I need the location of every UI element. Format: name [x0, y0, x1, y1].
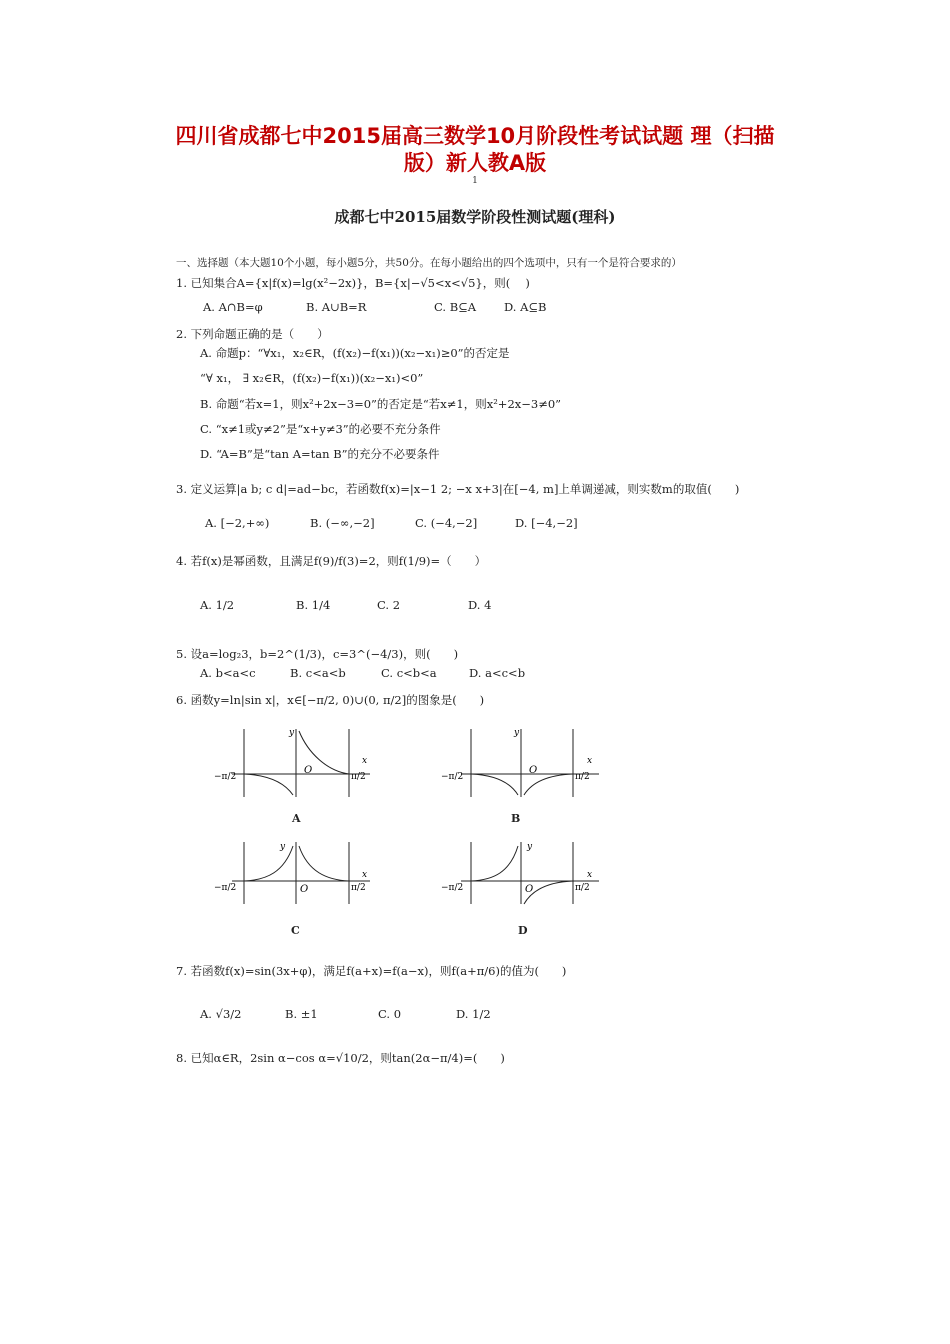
document-title-line-1: 四川省成都七中2015届高三数学10月阶段性考试试题 理（扫描	[175, 124, 775, 148]
graph-a-origin-label: O	[304, 765, 313, 776]
graph-c-neg-label: −π/2	[214, 883, 237, 893]
graph-c-pos-label: π/2	[351, 883, 366, 893]
graph-d-label: D	[518, 924, 528, 937]
question-3-stem: 3. 定义运算|a b; c d|=ad−bc，若函数f(x)=|x−1 2; −x x+3|在[−4, m]上单调递减，则实数m的取值( )	[176, 482, 740, 496]
question-7-option-b: B. ±1	[285, 1007, 318, 1021]
question-5-option-a: A. b<a<c	[200, 666, 256, 680]
graph-b-x-label: x	[587, 756, 593, 766]
question-4-option-d: D. 4	[468, 598, 492, 612]
graph-a-y-label: y	[289, 728, 295, 738]
section-heading: 一、选择题（本大题10个小题，每小题5分，共50分。在每小题给出的四个选项中，只有一个是符合要求的）	[176, 257, 682, 269]
question-2-line-b: B. 命题“若x=1，则x²+2x−3=0”的否定是“若x≠1，则x²+2x−3≠0”	[200, 397, 562, 411]
graph-a-neg-label: −π/2	[214, 772, 237, 782]
graph-d	[441, 840, 609, 920]
question-5-stem: 5. 设a=log₂3，b=2^(1/3)，c=3^(−4/3)，则( )	[176, 647, 459, 661]
page-number: 1	[472, 176, 478, 186]
graph-b	[441, 727, 609, 807]
question-7-option-a: A. √3/2	[200, 1007, 242, 1021]
question-7-stem: 7. 若函数f(x)=sin(3x+φ)，满足f(a+x)=f(a−x)，则f(a+π/6)的值为( )	[176, 964, 567, 978]
graph-d-y-label: y	[527, 842, 533, 852]
graph-c	[212, 840, 380, 920]
question-5-option-c: C. c<b<a	[381, 666, 437, 680]
question-4-option-b: B. 1/4	[296, 598, 331, 612]
question-3-option-c: C. (−4,−2]	[415, 516, 478, 530]
question-7-option-d: D. 1/2	[456, 1007, 491, 1021]
graph-c-y-label: y	[280, 842, 286, 852]
graph-b-origin-label: O	[529, 765, 538, 776]
graph-a	[212, 727, 380, 807]
question-2-line-a: A. 命题p：“∀x₁，x₂∈R，(f(x₂)−f(x₁))(x₂−x₁)≥0”的否定是	[200, 346, 510, 360]
question-7-option-c: C. 0	[378, 1007, 402, 1021]
question-4-stem: 4. 若f(x)是幂函数，且满足f(9)/f(3)=2，则f(1/9)=（ ）	[176, 554, 487, 568]
graph-a-pos-label: π/2	[351, 772, 366, 782]
question-2-line-d: D. “A=B”是“tan A=tan B”的充分不必要条件	[200, 447, 440, 461]
graph-c-origin-label: O	[300, 884, 309, 895]
question-1-option-c: C. B⊆A	[434, 300, 477, 314]
graph-d-pos-label: π/2	[575, 883, 590, 893]
question-8-stem: 8. 已知α∈R，2sin α−cos α=√10/2，则tan(2α−π/4)=( )	[176, 1051, 505, 1065]
document-title-line-2: 版）新人教A版	[403, 151, 547, 175]
question-3-option-b: B. (−∞,−2]	[310, 516, 375, 530]
question-2-line-a-negation: “∀ x₁， ∃ x₂∈R，(f(x₂)−f(x₁))(x₂−x₁)<0”	[200, 371, 424, 385]
graph-d-origin-label: O	[525, 884, 534, 895]
question-1-stem: 1. 已知集合A={x|f(x)=lg(x²−2x)}，B={x|−√5<x<√5}，则( )	[176, 276, 530, 290]
graph-b-label: B	[511, 812, 521, 825]
question-3-option-a: A. [−2,+∞)	[205, 516, 270, 530]
question-5-option-b: B. c<a<b	[290, 666, 346, 680]
question-4-option-c: C. 2	[377, 598, 401, 612]
graph-a-label: A	[292, 812, 301, 825]
graph-b-neg-label: −π/2	[441, 772, 464, 782]
question-2-line-c: C. “x≠1或y≠2”是“x+y≠3”的必要不充分条件	[200, 422, 441, 436]
graph-d-neg-label: −π/2	[441, 883, 464, 893]
question-1-option-a: A. A∩B=φ	[203, 300, 263, 314]
question-6-stem: 6. 函数y=ln|sin x|，x∈[−π/2, 0)∪(0, π/2]的图象是( )	[176, 693, 485, 707]
graph-b-pos-label: π/2	[575, 772, 590, 782]
exam-title: 成都七中2015届数学阶段性测试题(理科)	[334, 208, 616, 226]
question-2-stem: 2. 下列命题正确的是（ ）	[176, 327, 329, 341]
graph-d-x-label: x	[587, 870, 593, 880]
question-1-option-b: B. A∪B=R	[306, 300, 367, 314]
question-4-option-a: A. 1/2	[200, 598, 235, 612]
question-3-option-d: D. [−4,−2]	[515, 516, 578, 530]
question-1-option-d: D. A⊆B	[504, 300, 547, 314]
graph-b-y-label: y	[514, 728, 520, 738]
graph-c-x-label: x	[362, 870, 368, 880]
question-5-option-d: D. a<c<b	[469, 666, 526, 680]
graph-c-label: C	[291, 924, 300, 937]
graph-a-x-label: x	[362, 756, 368, 766]
